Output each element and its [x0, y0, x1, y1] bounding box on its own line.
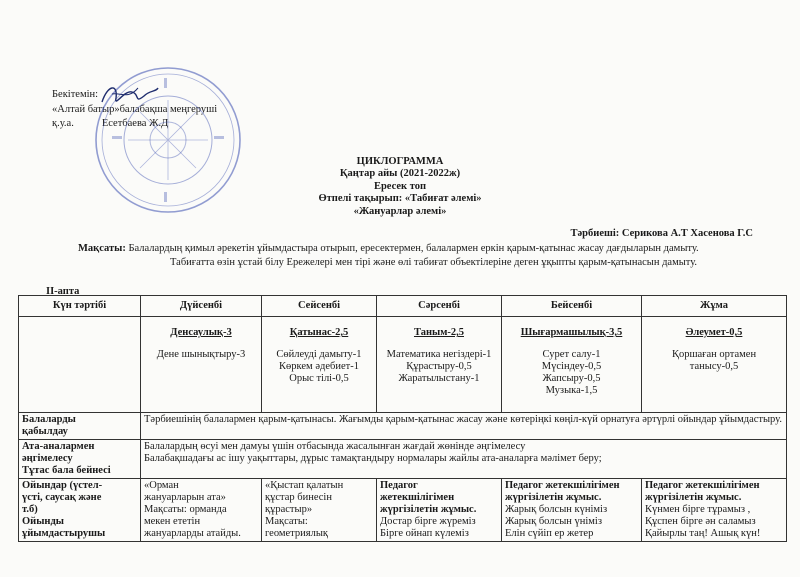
subject-item: Жапсыру-0,5 [542, 373, 601, 384]
subject-item: Қоршаған ортамен [671, 349, 757, 360]
game-line: Елін сүйіп ер жетер [505, 528, 594, 539]
parents-text [141, 440, 787, 479]
games-label-line: ұйымдастырушы [22, 528, 106, 539]
approval-name: Есетбаева Ж.Д [101, 118, 169, 129]
reception-text: Тәрбиешінің балалармен қарым-қатынасы. Жағымды қарым-қатынас жасау және көтеріңкі көңіл-күй орнатуға әртүрлі ойындар ұйымдастыру. [141, 413, 787, 440]
header-wednesday: Сәрсенбі [377, 296, 502, 317]
game-line: Күнмен бірге тұрамыз , [645, 504, 751, 515]
games-row [19, 479, 787, 542]
goal-block [78, 242, 768, 269]
game-heading: жүргізілетін жұмыс. [645, 492, 742, 503]
reception-label-line: Балаларды [22, 414, 76, 425]
games-label-line: т.б) [22, 504, 38, 515]
game-line: Құспен бірге ән саламыз [645, 516, 756, 527]
subjects-row [19, 317, 787, 413]
subjects-empty-cell [19, 317, 141, 413]
friday-subjects [642, 317, 787, 413]
game-line: мекен ететін [144, 516, 201, 527]
games-label-line: үсті, саусақ және [22, 492, 102, 503]
parents-text-line: Балалардың өсуі мен дамуы үшін отбасында жасалынған жағдай жөнінде әңгімелесу [144, 441, 526, 452]
goal-text-1: Балалардың қимыл әрекетін ұйымдастыра отырып, ересектермен, балалармен еркін қарым-қатынас жасау дағдыларын дамыту. [128, 243, 699, 254]
subject-title: Қатынас-2,5 [289, 327, 349, 338]
subject-item: Сөйлеуді дамыту-1 [276, 349, 362, 360]
game-heading: жүргізілетін жұмыс. [505, 492, 602, 503]
games-friday [642, 479, 787, 542]
reception-row [19, 413, 787, 440]
parents-label-line: Ата-аналармен [22, 441, 95, 452]
teachers-line: Тәрбиеші: Серикова А.Т Хасенова Г.С [570, 228, 753, 239]
subject-item: Орыс тілі-0,5 [289, 373, 349, 384]
monday-subjects [141, 317, 262, 413]
games-label-line: Ойынды [22, 516, 64, 527]
reception-label-line: қабылдау [22, 426, 68, 437]
parents-row [19, 440, 787, 479]
game-line: жануарларды атайды. [144, 528, 241, 539]
game-line: Жарық болсын күніміз [505, 504, 608, 515]
reception-label [19, 413, 141, 440]
thursday-subjects [502, 317, 642, 413]
week-label: II-апта [46, 286, 80, 297]
games-tuesday [262, 479, 377, 542]
wednesday-subjects [377, 317, 502, 413]
game-heading: Педагог [380, 480, 418, 491]
document-subtheme: «Жануарлар әлемі» [353, 206, 447, 217]
header-monday: Дүйсенбі [141, 296, 262, 317]
game-line: Бірге ойнап күлеміз [380, 528, 469, 539]
subject-item: Құрастыру-0,5 [406, 361, 472, 372]
game-line: «Қыстап қалатын [265, 480, 344, 491]
game-line: Мақсаты: [265, 516, 308, 527]
subject-item: Дене шынықтыру-3 [156, 349, 246, 360]
header-thursday: Бейсенбі [502, 296, 642, 317]
approval-acting: қ.у.а. [52, 118, 74, 129]
subject-item: Музыка-1,5 [545, 385, 598, 396]
game-line: Достар бірге жүреміз [380, 516, 476, 527]
subject-item: танысу-0,5 [689, 361, 739, 372]
game-heading: жетекшілігімен [380, 492, 455, 503]
table-header-row [19, 296, 787, 317]
game-heading: жүргізілетін жұмыс. [380, 504, 477, 515]
games-thursday [502, 479, 642, 542]
games-label-line: Ойындар (үстел- [22, 480, 103, 491]
header-tuesday: Сейсенбі [262, 296, 377, 317]
subject-title: Таным-2,5 [413, 327, 464, 338]
goal-text-2: Табиғатта өзін ұстай білу Ережелері мен тірі және өлі табиғат объектілеріне деген ұқыпты қарым-қатынасын дамыту. [170, 256, 698, 268]
subject-item: Көркем әдебиет-1 [279, 361, 359, 372]
game-line: құстар бинесін [265, 492, 332, 503]
subject-title: Денсаулық-3 [170, 327, 232, 338]
header-friday: Жұма [642, 296, 787, 317]
parents-text-line: Балабақшадағы ас ішу уақыттары, дұрыс тамақтандыру нормалары жайлы ата-аналарға мәлімет беру; [144, 453, 602, 464]
game-line: Қайырлы таң! Ашық күн! [645, 528, 761, 539]
approval-position: «Алтай батыр»балабақша меңгеруші [52, 103, 218, 115]
game-line: Жарық болсын үніміз [505, 516, 602, 527]
games-wednesday [377, 479, 502, 542]
subject-item: Математика негіздері-1 [386, 349, 492, 360]
goal-line-1 [78, 242, 768, 256]
document-month: Қаңтар айы (2021-2022ж) [339, 168, 461, 179]
subject-item: Мүсіндеу-0,5 [541, 361, 602, 372]
document-theme: Өтпелі тақырып: «Табиғат әлемі» [318, 193, 482, 204]
goal-label: Мақсаты: [78, 243, 126, 254]
games-monday [141, 479, 262, 542]
document-group: Ересек топ [373, 181, 427, 192]
signature-icon [98, 80, 162, 112]
game-line: «Орман [144, 480, 179, 491]
header-schedule: Күн тәртібі [19, 296, 141, 317]
game-line: Мақсаты: орманда [144, 504, 227, 515]
approval-label: Бекітемін: [52, 89, 99, 100]
subject-title: Шығармашылық-3,5 [520, 327, 623, 338]
subject-item: Жаратылыстану-1 [398, 373, 480, 384]
document-title: ЦИКЛОГРАММА [356, 156, 444, 167]
game-line: жануарларын ата» [144, 492, 226, 503]
subject-title: Әлеумет-0,5 [685, 327, 743, 338]
parents-label-line: әңгімелесу [22, 453, 73, 464]
game-heading: Педагог жетекшілігімен [645, 480, 760, 491]
cyclogram-table [18, 295, 787, 542]
parents-label [19, 440, 141, 479]
game-line: геометриялық [265, 528, 328, 539]
subject-item: Сурет салу-1 [542, 349, 601, 360]
parents-label-line: Тұтас бала бейнесі [22, 465, 111, 476]
games-label [19, 479, 141, 542]
game-heading: Педагог жетекшілігімен [505, 480, 620, 491]
game-line: құрастыр» [265, 504, 313, 515]
tuesday-subjects [262, 317, 377, 413]
